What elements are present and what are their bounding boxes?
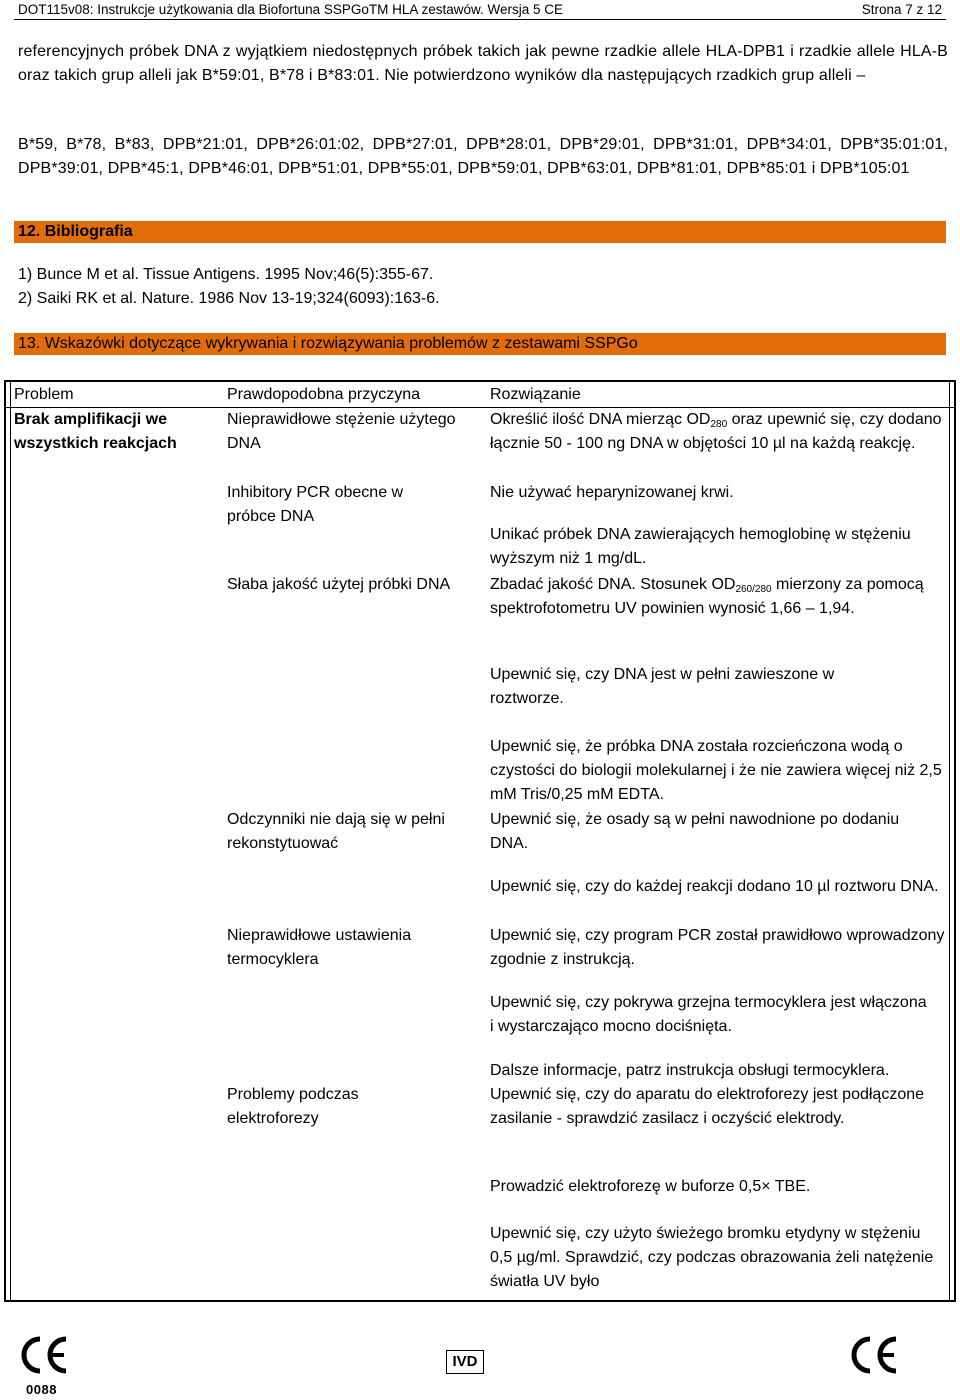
header-problem: Problem [14,386,74,403]
cause-pcr-inhibitors: Inhibitory PCR obecne w próbce DNA [227,484,404,525]
ce-mark-right-icon [848,1333,900,1377]
solution-pcr-program: Upewnić się, czy program PCR został prawidłowo wprowadzony zgodnie z instrukcją. [490,927,945,968]
header-cause: Prawdopodobna przyczyna [227,386,421,403]
cause-dna-concentration: Nieprawidłowe stężenie użytego DNA [227,411,456,452]
solution-ethidium-bromide: Upewnić się, czy użyto świeżego bromku etydyny w stężeniu 0,5 µg/ml. Sprawdzić, czy podczas obrazowania żeli natężenie światła UV było [490,1225,934,1290]
problem-text: Brak amplifikacji we wszystkich reakcjach [14,411,177,452]
solution-tbe-buffer: Prowadzić elektroforezę w buforze 0,5× TBE. [490,1178,811,1195]
ivd-symbol: IVD [446,1350,484,1374]
solution-check-dna-quality: Zbadać jakość DNA. Stosunek $OD_{260/280}$ mierzony za pomocą spektrofotometru UV powinien wynosić 1,66 – 1,94. [490,576,924,617]
solution-avoid-hemoglobin: Unikać próbek DNA zawierających hemoglobinę w stężeniu wyższym niż 1 mg/dL. [490,526,911,567]
ce-mark-left-icon [18,1333,70,1377]
allele-list: B*59, B*78, B*83, DPB*21:01, DPB*26:01:02, DPB*27:01, DPB*28:01, DPB*29:01, DPB*31:01, DPB*34:01, DPB*35:01:01, DPB*39:01, DPB*45:1, DPB*46:01, DPB*51:01, DPB*55:01, DPB*59:01, DPB*63:01, DPB*81:01, DPB*85:01 i DPB*105:01 [18,136,948,177]
bibliography-ref-1: 1) Bunce M et al. Tissue Antigens. 1995 Nov;46(5):355-67. [18,266,434,283]
solution-pellets-hydrated: Upewnić się, że osady są w pełni nawodnione po dodaniu DNA. [490,811,900,852]
section-12-heading: 12. Bibliografia [14,221,946,243]
solution-dna-dilution: Upewnić się, że próbka DNA została rozcieńczona wodą o czystości do biologii molekularnej i że nie zawiera więcej niż 2,5 mM Tris/0,25 mM EDTA. [490,738,942,803]
cause-reagent-reconstitution: Odczynniki nie dają się w pełni rekonstytuować [227,811,445,852]
solution-10ul-dna: Upewnić się, czy do każdej reakcji dodano 10 µl roztworu DNA. [490,878,939,895]
solution-heated-lid: Upewnić się, czy pokrywa grzejna termocyklera jest włączona i wystarczająco mocno dociśnięta. [490,994,927,1035]
page-header [14,0,946,20]
solution-dna-suspended: Upewnić się, czy DNA jest w pełni zawieszone w roztworze. [490,666,835,707]
bibliography-ref-2: 2) Saiki RK et al. Nature. 1986 Nov 13-19;324(6093):163-6. [18,290,440,307]
solution-electrophoresis-power: Upewnić się, czy do aparatu do elektroforezy jest podłączone zasilanie - sprawdzić zasilacz i oczyścić elektrody. [490,1086,925,1127]
solution-no-heparin: Nie używać heparynizowanej krwi. [490,484,734,501]
bibliography-list [18,263,948,311]
section-13-heading: 13. Wskazówki dotyczące wykrywania i rozwiązywania problemów z zestawami SSPGo [14,333,946,355]
cause-poor-dna-quality: Słaba jakość użytej próbki DNA [227,576,451,593]
document-title: DOT115v08: Instrukcje użytkowania dla Biofortuna SSPGoTM HLA zestawów. Wersja 5 CE [18,2,563,17]
notified-body-number: 0088 [26,1382,57,1397]
intro-paragraph: referencyjnych próbek DNA z wyjątkiem niedostępnych próbek takich jak pewne rzadkie allele HLA-DPB1 i rzadkie allele HLA-B oraz takich grup alleli jak B*59:01, B*78 i B*83:01. Nie potwierdzono wyników dla następujących rzadkich grup alleli – [18,43,948,84]
header-divider [14,19,946,20]
cause-electrophoresis-problems: Problemy podczas elektroforezy [227,1086,359,1127]
solution-thermocycler-manual: Dalsze informacje, patrz instrukcja obsługi termocyklera. [490,1062,890,1079]
header-solution: Rozwiązanie [490,386,581,403]
page-number: Strona 7 z 12 [861,2,942,17]
solution-quantify-dna: Określić ilość DNA mierząc $OD_{280}$ oraz upewnić się, czy dodano łącznie 50 - 100 ng DNA w objętości 10 µl na każdą reakcję. [490,411,942,452]
cause-thermocycler-settings: Nieprawidłowe ustawienia termocyklera [227,927,412,968]
